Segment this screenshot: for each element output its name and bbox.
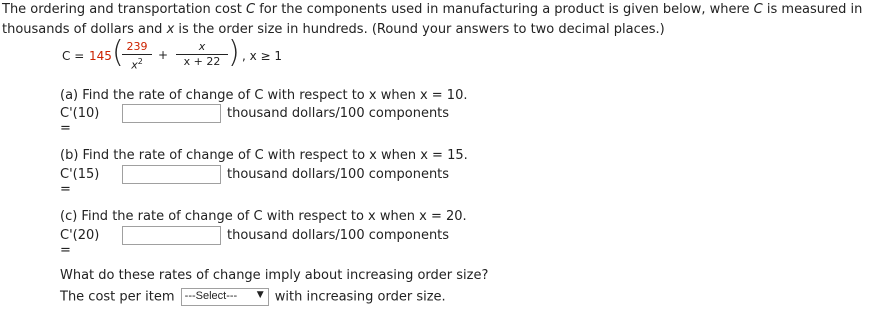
fraction-1-denominator: $x^2$ (131, 57, 143, 72)
implication-select[interactable] (181, 288, 269, 306)
intro-text: is measured in (762, 2, 863, 17)
plus-sign: + (158, 48, 169, 62)
fraction-1-numerator: 239 (122, 39, 152, 55)
fraction-2-numerator: x (176, 39, 228, 55)
part-c-prompt: (c) Find the rate of change of C with respect to x when x = 20. (60, 209, 467, 224)
part-b-answer-input[interactable] (122, 165, 221, 184)
part-b-unit: thousand dollars/100 components (227, 167, 450, 182)
var-c: C (753, 2, 763, 17)
fraction-2 (176, 39, 228, 69)
intro-text: thousands of dollars and (2, 22, 167, 37)
implication-prefix: The cost per item (60, 289, 175, 305)
formula-lhs: C = (62, 49, 85, 63)
part-a-label: C'(10) = (60, 106, 100, 136)
right-paren: ) (228, 35, 240, 70)
part-c-answer-input[interactable] (122, 226, 221, 245)
implication-answer-row (60, 288, 446, 306)
var-c: C (245, 2, 256, 17)
part-b-label: C'(15) = (60, 167, 100, 197)
fraction-2-denominator: x + 22 (183, 55, 221, 68)
formula-coefficient: 145 (89, 49, 112, 63)
implication-select-value: ---Select--- (184, 290, 238, 302)
formula-domain: , x ≥ 1 (242, 49, 283, 63)
part-a-unit: thousand dollars/100 components (227, 106, 450, 121)
implication-suffix: with increasing order size. (274, 289, 446, 305)
part-a-answer-input[interactable] (122, 104, 221, 123)
left-paren: ( (112, 35, 124, 70)
implication-question: What do these rates of change imply about increasing order size? (60, 268, 489, 283)
cost-formula (62, 35, 322, 82)
part-a-prompt: (a) Find the rate of change of C with respect to x when x = 10. (60, 88, 468, 103)
part-b-prompt: (b) Find the rate of change of C with respect to x when x = 15. (60, 148, 468, 163)
var-x: x (166, 22, 175, 37)
fraction-1 (122, 39, 152, 73)
dropdown-arrow-icon: ▼ (256, 290, 264, 300)
intro-text: is the order size in hundreds. (Round your answers to two decimal places.) (174, 22, 665, 37)
intro-text: for the components used in manufacturing a product is given below, where (255, 2, 754, 17)
problem-statement (2, 0, 876, 40)
part-c-unit: thousand dollars/100 components (227, 228, 450, 243)
intro-text: The ordering and transportation cost (2, 2, 246, 17)
part-c-label: C'(20) = (60, 228, 100, 258)
